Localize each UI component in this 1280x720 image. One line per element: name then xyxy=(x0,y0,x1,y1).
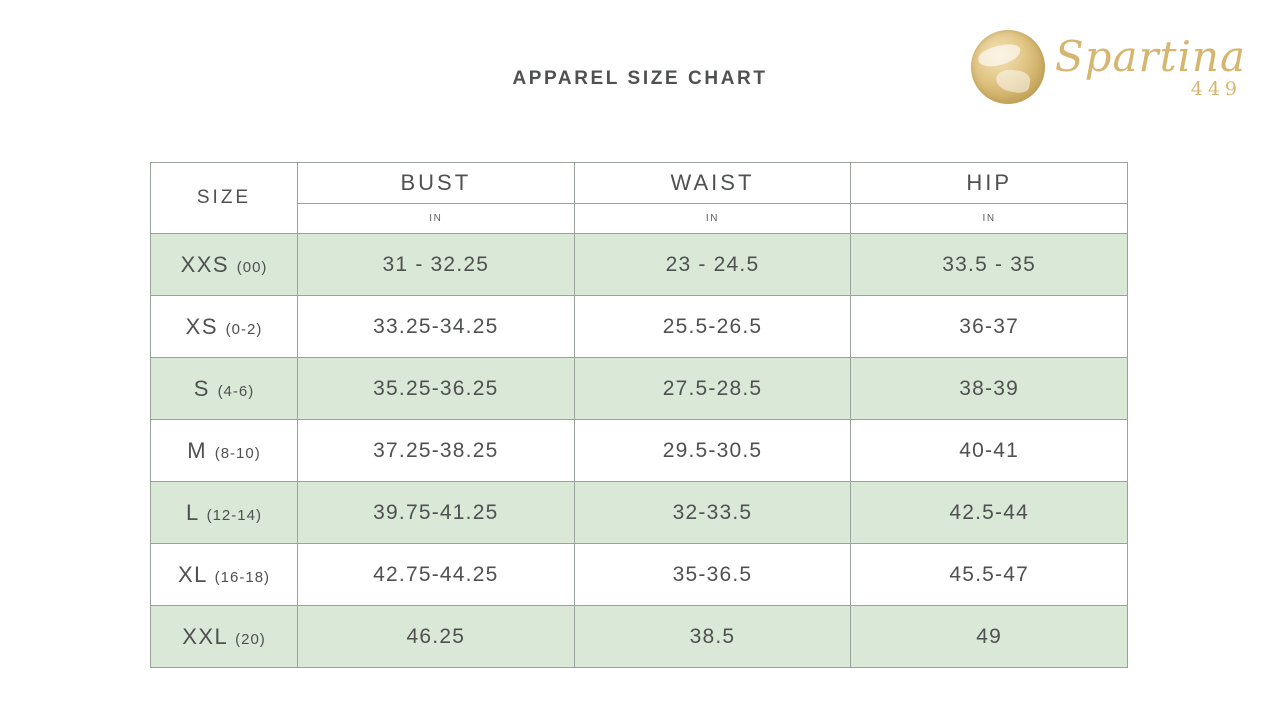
table-row xyxy=(151,544,1128,606)
table-body xyxy=(151,234,1128,668)
cell-hip: 49 xyxy=(851,606,1128,668)
cell-hip: 33.5 - 35 xyxy=(851,234,1128,296)
cell-size xyxy=(151,358,298,420)
table-row xyxy=(151,420,1128,482)
cell-hip: 38-39 xyxy=(851,358,1128,420)
cell-hip: 45.5-47 xyxy=(851,544,1128,606)
cell-waist: 38.5 xyxy=(574,606,851,668)
size-numeric: (8-10) xyxy=(214,444,261,462)
brand-logo xyxy=(971,28,1246,106)
cell-hip: 42.5-44 xyxy=(851,482,1128,544)
cell-bust: 42.75-44.25 xyxy=(298,544,575,606)
table-row xyxy=(151,358,1128,420)
column-unit-bust: IN xyxy=(298,204,575,234)
cell-waist: 25.5-26.5 xyxy=(574,296,851,358)
size-numeric: (00) xyxy=(236,258,268,276)
cell-size xyxy=(151,234,298,296)
size-numeric: (16-18) xyxy=(214,568,271,586)
size-label: M xyxy=(187,437,208,463)
column-header-waist: WAIST xyxy=(574,163,851,204)
column-header-hip: HIP xyxy=(851,163,1128,204)
cell-bust: 31 - 32.25 xyxy=(298,234,575,296)
cell-size xyxy=(151,420,298,482)
column-header-size: SIZE xyxy=(151,163,298,234)
table-header-row xyxy=(151,163,1128,204)
page-title: APPAREL SIZE CHART xyxy=(512,68,768,89)
brand-sub: 449 xyxy=(1190,77,1242,100)
table-row xyxy=(151,234,1128,296)
cell-size xyxy=(151,544,298,606)
size-label: S xyxy=(193,375,210,401)
table-row xyxy=(151,606,1128,668)
cell-hip: 36-37 xyxy=(851,296,1128,358)
cell-waist: 27.5-28.5 xyxy=(574,358,851,420)
brand-wordmark xyxy=(1054,31,1246,100)
size-label: XS xyxy=(185,313,219,339)
cell-waist: 23 - 24.5 xyxy=(574,234,851,296)
cell-bust: 37.25-38.25 xyxy=(298,420,575,482)
size-numeric: (12-14) xyxy=(206,506,262,524)
size-numeric: (0-2) xyxy=(225,320,263,338)
cell-waist: 35-36.5 xyxy=(574,544,851,606)
size-label: XXS xyxy=(180,251,230,277)
cell-size xyxy=(151,606,298,668)
size-label: XXL xyxy=(182,623,228,649)
size-numeric: (20) xyxy=(235,630,266,648)
globe-icon xyxy=(971,30,1045,104)
cell-bust: 46.25 xyxy=(298,606,575,668)
size-chart-table xyxy=(150,162,1128,668)
cell-size xyxy=(151,296,298,358)
table-unit-row xyxy=(151,204,1128,234)
table-row xyxy=(151,482,1128,544)
cell-waist: 32-33.5 xyxy=(574,482,851,544)
column-header-bust: BUST xyxy=(298,163,575,204)
cell-waist: 29.5-30.5 xyxy=(574,420,851,482)
cell-bust: 33.25-34.25 xyxy=(298,296,575,358)
size-label: L xyxy=(186,499,199,525)
brand-name: Spartina xyxy=(1054,31,1246,81)
cell-bust: 35.25-36.25 xyxy=(298,358,575,420)
cell-bust: 39.75-41.25 xyxy=(298,482,575,544)
table-head xyxy=(151,163,1128,234)
column-unit-hip: IN xyxy=(851,204,1128,234)
table-row xyxy=(151,296,1128,358)
size-label: XL xyxy=(177,561,208,587)
cell-size xyxy=(151,482,298,544)
size-numeric: (4-6) xyxy=(217,382,255,400)
cell-hip: 40-41 xyxy=(851,420,1128,482)
column-unit-waist: IN xyxy=(574,204,851,234)
